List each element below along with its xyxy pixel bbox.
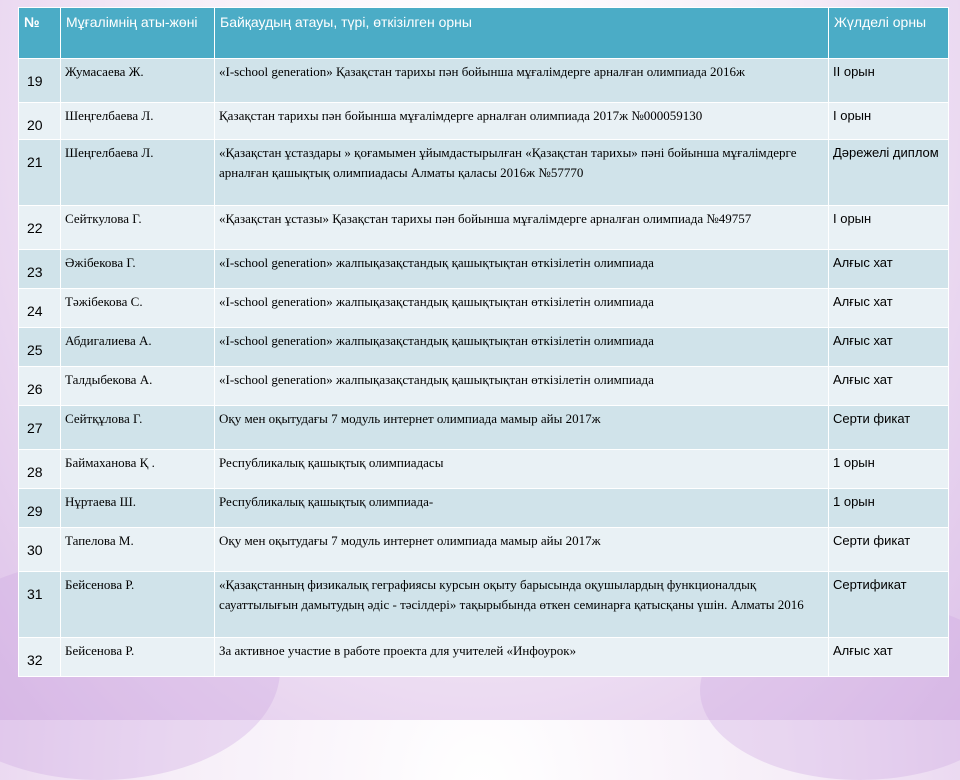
event-description: Республикалық қашықтық олимпиада- — [215, 489, 829, 528]
award-place: Алғыс хат — [829, 638, 949, 677]
row-number: 25 — [19, 328, 61, 367]
event-description: «I-school generation» Қазақстан тарихы пән бойынша мұғалімдерге арналған олимпиада 2016ж — [215, 59, 829, 103]
table-row — [19, 638, 949, 677]
event-description: «I-school generation» жалпықазақстандық қашықтықтан өткізілетін олимпиада — [215, 328, 829, 367]
event-description: «Қазақстан ұстаздары » қоғамымен ұйымдастырылған «Қазақстан тарихы» пәні бойынша мұғалімдерге арналған қашықтық олимпиадасы Алматы қаласы 2016ж №57770 — [215, 140, 829, 206]
award-place: Серти фикат — [829, 528, 949, 572]
table-row — [19, 489, 949, 528]
table-row — [19, 250, 949, 289]
teacher-name: Нұртаева Ш. — [61, 489, 215, 528]
event-description: «I-school generation» жалпықазақстандық қашықтықтан өткізілетін олимпиада — [215, 250, 829, 289]
teacher-name: Баймаханова Қ . — [61, 450, 215, 489]
event-description: Оқу мен оқытудағы 7 модуль интернет олимпиада мамыр айы 2017ж — [215, 406, 829, 450]
header-teacher-name: Мұғалімнің аты-жөні — [61, 8, 215, 59]
row-number: 22 — [19, 206, 61, 250]
award-place: 1 орын — [829, 489, 949, 528]
header-number: № — [19, 8, 61, 59]
row-number: 29 — [19, 489, 61, 528]
award-place: II орын — [829, 59, 949, 103]
award-place: Алғыс хат — [829, 250, 949, 289]
event-description: За активное участие в работе проекта для учителей «Инфоурок» — [215, 638, 829, 677]
award-place: I орын — [829, 206, 949, 250]
row-number: 28 — [19, 450, 61, 489]
table-row — [19, 528, 949, 572]
teacher-name: Жумасаева Ж. — [61, 59, 215, 103]
teacher-name: Тәжібекова С. — [61, 289, 215, 328]
event-description: «Қазақстанның физикалық геграфиясы курсын оқыту барысында оқушылардың функционалдық сауаттылығын дамытудың әдіс - тәсілдері» тақырыбында өткен семинарға қатысқаны үшін. Алматы 2016 — [215, 572, 829, 638]
header-award-place: Жүлделі орны — [829, 8, 949, 59]
award-place: I орын — [829, 103, 949, 140]
event-description: «I-school generation» жалпықазақстандық қашықтықтан өткізілетін олимпиада — [215, 367, 829, 406]
row-number: 30 — [19, 528, 61, 572]
table-row — [19, 103, 949, 140]
row-number: 31 — [19, 572, 61, 638]
event-description: Республикалық қашықтық олимпиадасы — [215, 450, 829, 489]
row-number: 26 — [19, 367, 61, 406]
event-description: Оқу мен оқытудағы 7 модуль интернет олимпиада мамыр айы 2017ж — [215, 528, 829, 572]
award-place: 1 орын — [829, 450, 949, 489]
award-place: Алғыс хат — [829, 289, 949, 328]
award-place: Алғыс хат — [829, 367, 949, 406]
row-number: 23 — [19, 250, 61, 289]
teacher-name: Сейткулова Г. — [61, 206, 215, 250]
table-row — [19, 289, 949, 328]
event-description: Қазақстан тарихы пән бойынша мұғалімдерге арналған олимпиада 2017ж №000059130 — [215, 103, 829, 140]
table-row — [19, 59, 949, 103]
table-row — [19, 140, 949, 206]
table-row — [19, 572, 949, 638]
teacher-name: Сейтқұлова Г. — [61, 406, 215, 450]
event-description: «Қазақстан ұстазы» Қазақстан тарихы пән бойынша мұғалімдерге арналған олимпиада №49757 — [215, 206, 829, 250]
table-row — [19, 450, 949, 489]
teacher-name: Шеңгелбаева Л. — [61, 140, 215, 206]
teacher-name: Әжібекова Г. — [61, 250, 215, 289]
award-place: Серти фикат — [829, 406, 949, 450]
row-number: 27 — [19, 406, 61, 450]
teacher-name: Шеңгелбаева Л. — [61, 103, 215, 140]
table-row — [19, 206, 949, 250]
table-row — [19, 406, 949, 450]
row-number: 32 — [19, 638, 61, 677]
award-place: Дәрежелі диплом — [829, 140, 949, 206]
teacher-name: Талдыбекова А. — [61, 367, 215, 406]
award-place: Сертификат — [829, 572, 949, 638]
table-header-row — [19, 8, 949, 59]
row-number: 19 — [19, 59, 61, 103]
event-description: «I-school generation» жалпықазақстандық қашықтықтан өткізілетін олимпиада — [215, 289, 829, 328]
row-number: 21 — [19, 140, 61, 206]
table-row — [19, 328, 949, 367]
teacher-name: Бейсенова Р. — [61, 572, 215, 638]
award-place: Алғыс хат — [829, 328, 949, 367]
table-row — [19, 367, 949, 406]
teacher-name: Тапелова М. — [61, 528, 215, 572]
teacher-name: Бейсенова Р. — [61, 638, 215, 677]
header-event: Байқаудың атауы, түрі, өткізілген орны — [215, 8, 829, 59]
olympiad-results-table — [18, 7, 949, 677]
row-number: 24 — [19, 289, 61, 328]
row-number: 20 — [19, 103, 61, 140]
teacher-name: Абдигалиева А. — [61, 328, 215, 367]
